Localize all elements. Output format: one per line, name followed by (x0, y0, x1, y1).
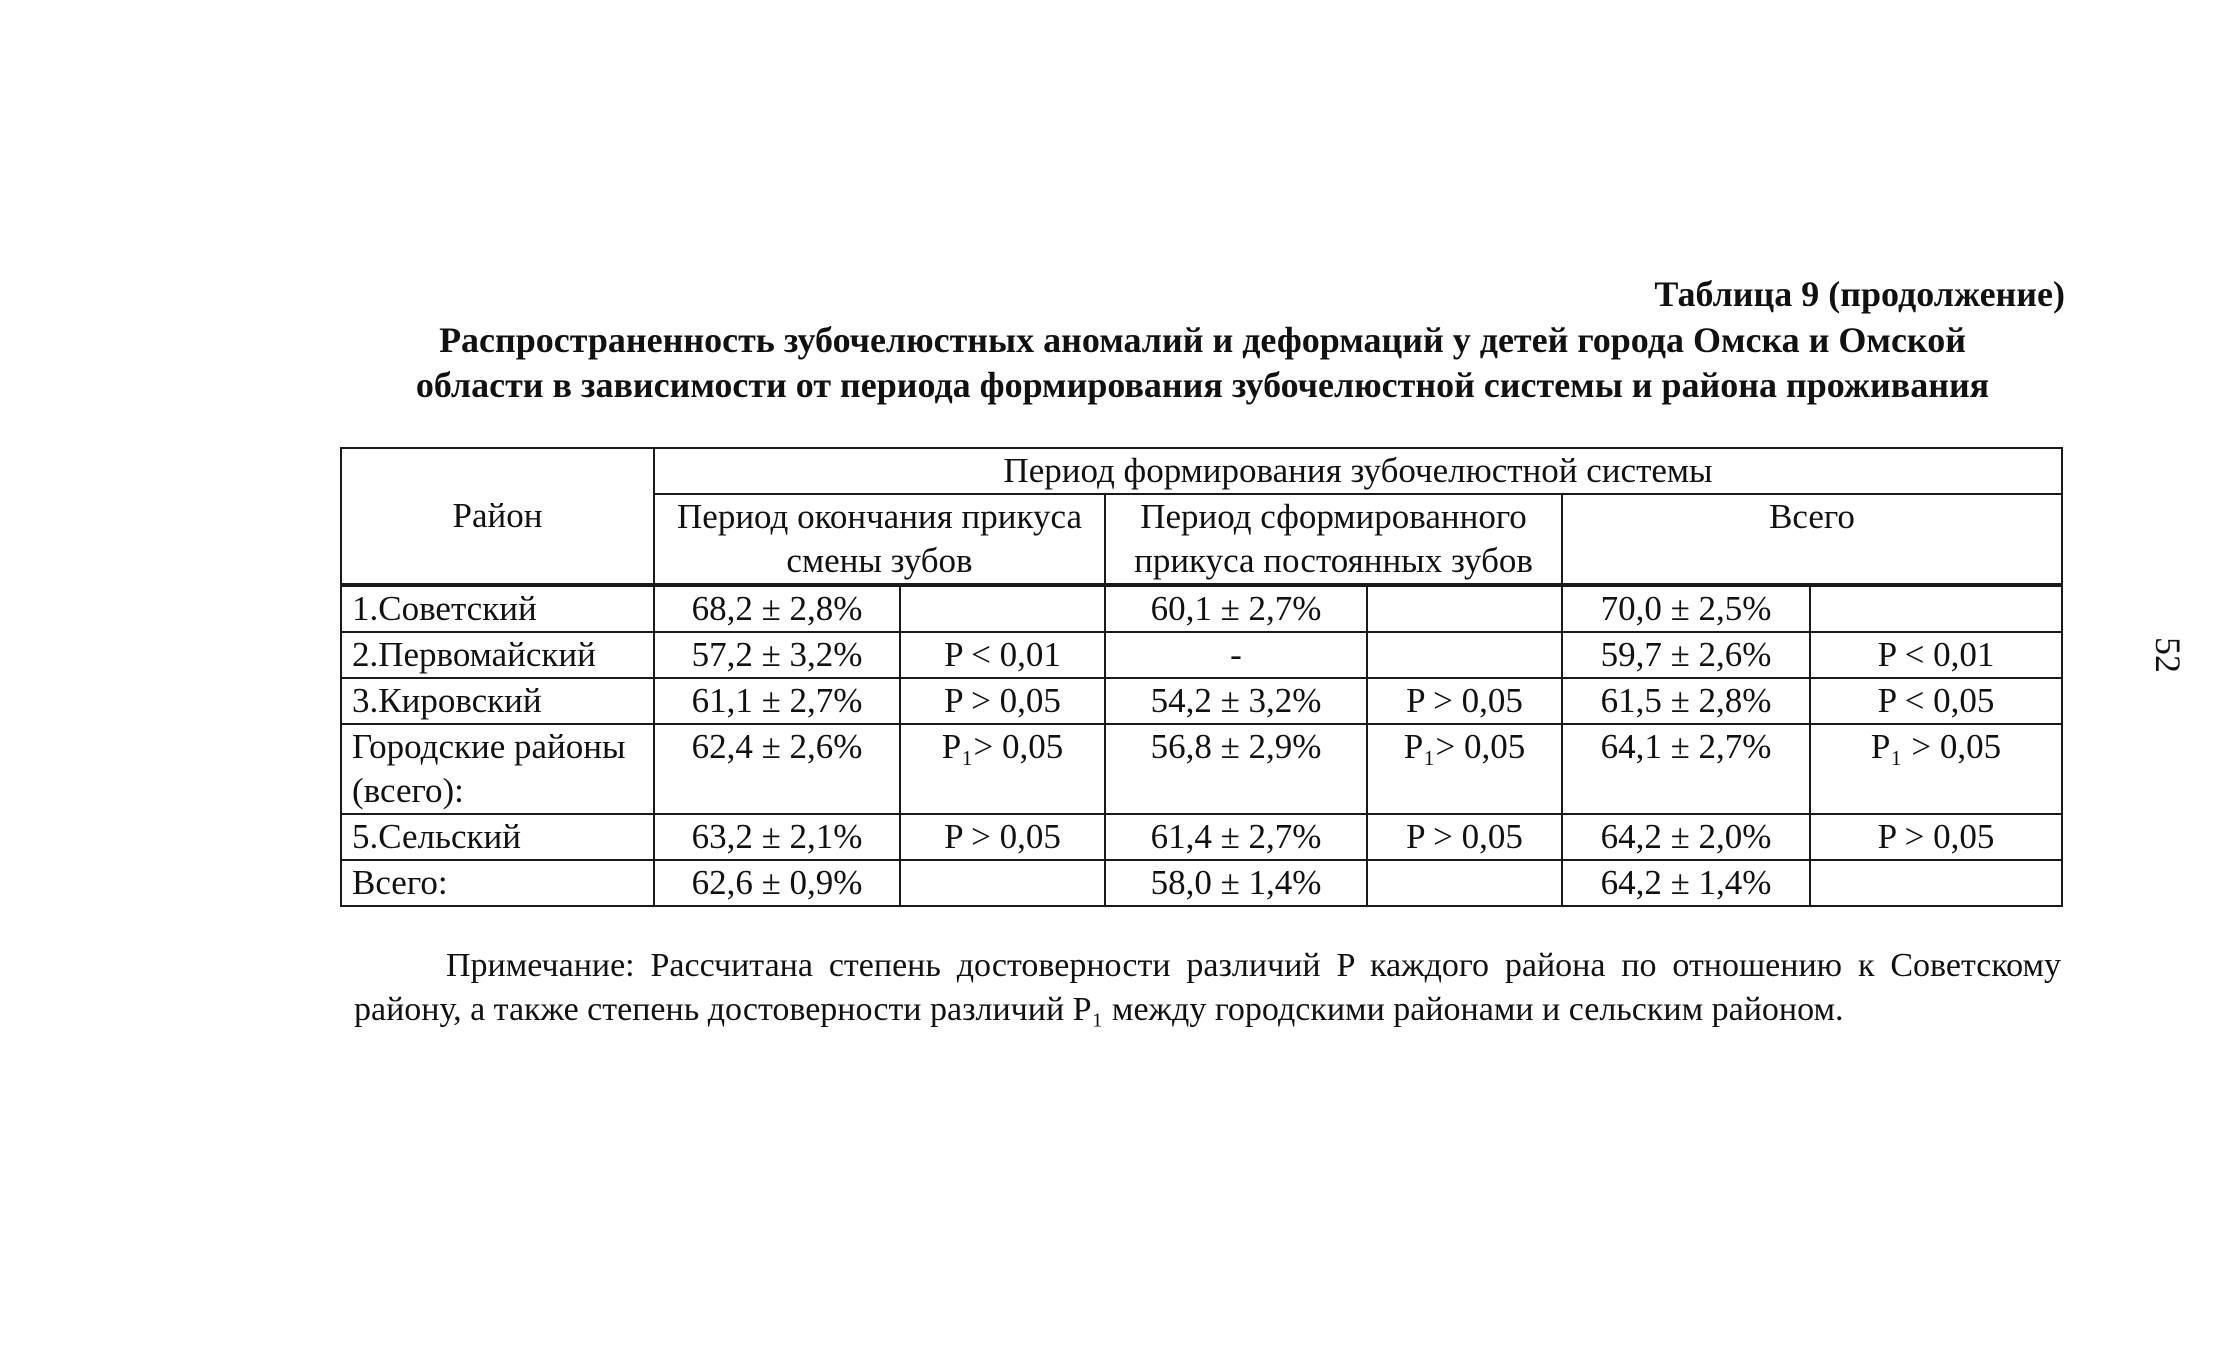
district-cell: Всего: (341, 860, 654, 906)
p-total-cell: P < 0,01 (1810, 632, 2062, 678)
district-cell: 1.Советский (341, 585, 654, 632)
subheader-total: Всего (1562, 494, 2062, 585)
table-row (341, 814, 2062, 860)
value-total-cell: 64,2 ± 1,4% (1562, 860, 1810, 906)
table-caption: Таблица 9 (продолжение) (1654, 274, 2065, 314)
table-row (341, 860, 2062, 906)
p-period-formed-cell (1367, 860, 1562, 906)
p-period-end-cell: P > 0,05 (900, 678, 1105, 724)
value-total-cell: 64,2 ± 2,0% (1562, 814, 1810, 860)
value-period-formed-cell: 56,8 ± 2,9% (1105, 724, 1367, 814)
table-row (341, 585, 2062, 632)
value-period-end-cell: 62,4 ± 2,6% (654, 724, 900, 814)
value-period-end-cell: 68,2 ± 2,8% (654, 585, 900, 632)
p-total-cell: P < 0,05 (1810, 678, 2062, 724)
p-total-cell (1810, 860, 2062, 906)
value-period-end-cell: 57,2 ± 3,2% (654, 632, 900, 678)
district-cell: Городские районы (всего): (341, 724, 654, 814)
p-period-formed-cell: P > 0,05 (1367, 814, 1562, 860)
table-note (354, 944, 2061, 1032)
p-period-formed-cell (1367, 632, 1562, 678)
value-period-formed-cell: - (1105, 632, 1367, 678)
value-period-formed-cell: 60,1 ± 2,7% (1105, 585, 1367, 632)
value-period-formed-cell: 58,0 ± 1,4% (1105, 860, 1367, 906)
district-cell: 5.Сельский (341, 814, 654, 860)
p-total-cell: P > 0,05 (1810, 814, 2062, 860)
district-cell: 3.Кировский (341, 678, 654, 724)
value-period-end-cell: 61,1 ± 2,7% (654, 678, 900, 724)
p-period-end-cell: P < 0,01 (900, 632, 1105, 678)
table-row (341, 724, 2062, 814)
p-period-end-cell (900, 860, 1105, 906)
value-total-cell: 64,1 ± 2,7% (1562, 724, 1810, 814)
page-number: 52 (2148, 637, 2188, 673)
value-period-formed-cell: 54,2 ± 3,2% (1105, 678, 1367, 724)
header-period: Период формирования зубочелюстной системы (654, 448, 2062, 494)
prevalence-table (340, 447, 2063, 907)
p-period-end-cell (900, 585, 1105, 632)
value-period-formed-cell: 61,4 ± 2,7% (1105, 814, 1367, 860)
p-period-formed-cell (1367, 585, 1562, 632)
district-cell: 2.Первомайский (341, 632, 654, 678)
p-period-formed-cell: P₁> 0,05 (1367, 724, 1562, 814)
value-total-cell: 70,0 ± 2,5% (1562, 585, 1810, 632)
table-title (340, 318, 2065, 408)
table-body (341, 585, 2062, 906)
table-row (341, 632, 2062, 678)
p-period-end-cell: P₁> 0,05 (900, 724, 1105, 814)
value-total-cell: 61,5 ± 2,8% (1562, 678, 1810, 724)
table-title-line-1: Распространенность зубочелюстных аномалий и деформаций у детей города Омска и Омской (439, 320, 1966, 360)
p-total-cell: P₁ > 0,05 (1810, 724, 2062, 814)
table-title-line-2: области в зависимости от периода формирования зубочелюстной системы и района проживания (415, 365, 1990, 405)
p-total-cell (1810, 585, 2062, 632)
value-period-end-cell: 63,2 ± 2,1% (654, 814, 900, 860)
subheader-period-formed: Период сформированного прикуса постоянных зубов (1105, 494, 1562, 585)
note-text: Примечание: Рассчитана степень достоверности различий P каждого района по отношению к Советскому району, а также степень достоверности различий P₁ между городскими районами и сельским районом. (354, 947, 2061, 1028)
subheader-period-end: Период окончания прикуса смены зубов (654, 494, 1105, 585)
value-total-cell: 59,7 ± 2,6% (1562, 632, 1810, 678)
table-row (341, 678, 2062, 724)
p-period-formed-cell: P > 0,05 (1367, 678, 1562, 724)
header-rayon: Район (341, 448, 654, 585)
value-period-end-cell: 62,6 ± 0,9% (654, 860, 900, 906)
p-period-end-cell: P > 0,05 (900, 814, 1105, 860)
